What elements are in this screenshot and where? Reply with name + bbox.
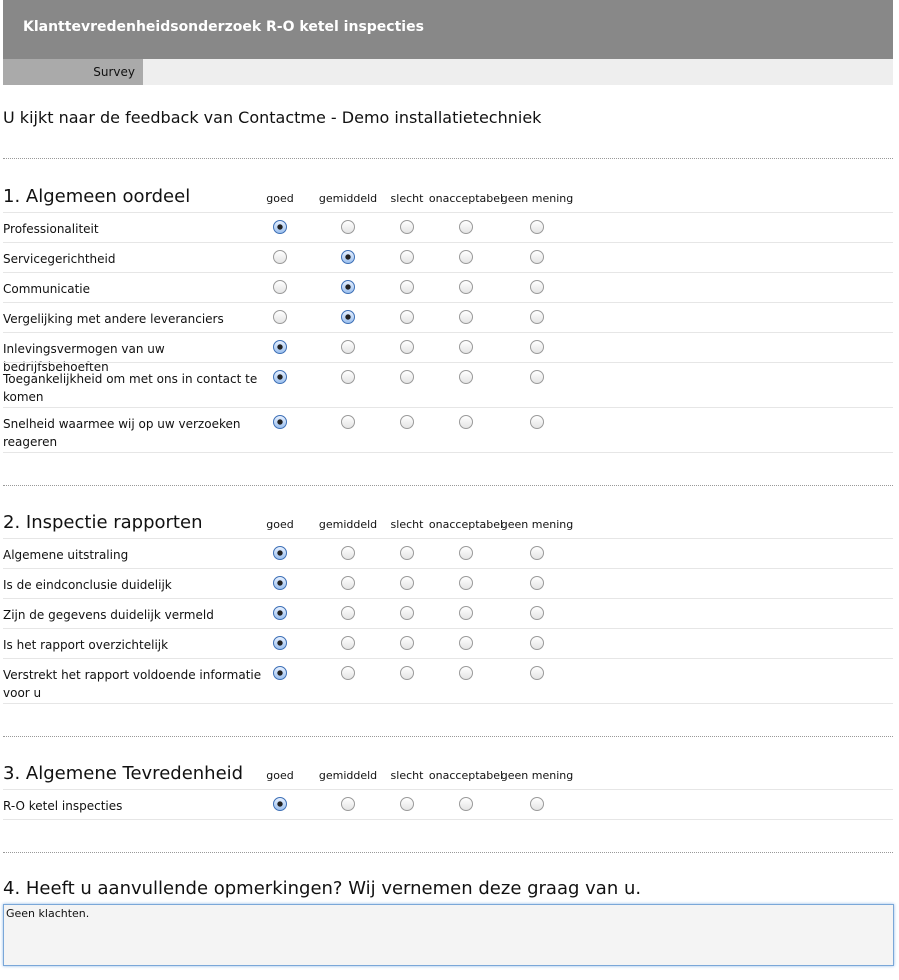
radio-goed[interactable] (273, 370, 287, 384)
radio-onacceptabel[interactable] (459, 370, 473, 384)
radio-onacceptabel[interactable] (459, 280, 473, 294)
question-label: Professionaliteit (3, 222, 99, 236)
radio-gemiddeld[interactable] (341, 220, 355, 234)
radio-geen-mening[interactable] (530, 666, 544, 680)
radio-onacceptabel[interactable] (459, 415, 473, 429)
column-header-goed: goed (266, 518, 294, 531)
radio-gemiddeld[interactable] (341, 576, 355, 590)
question-label: Vergelijking met andere leveranciers (3, 312, 224, 326)
row-separator (3, 452, 893, 453)
question-label: R-O ketel inspecties (3, 799, 123, 813)
radio-onacceptabel[interactable] (459, 666, 473, 680)
radio-gemiddeld[interactable] (341, 280, 355, 294)
radio-goed[interactable] (273, 340, 287, 354)
question-row (3, 789, 893, 820)
page-header (3, 0, 893, 59)
column-header-goed: goed (266, 769, 294, 782)
radio-geen-mening[interactable] (530, 340, 544, 354)
divider (3, 736, 893, 737)
divider (3, 852, 893, 853)
radio-slecht[interactable] (400, 310, 414, 324)
column-header-onacceptabel: onacceptabel (428, 192, 504, 205)
radio-gemiddeld[interactable] (341, 636, 355, 650)
radio-goed[interactable] (273, 310, 287, 324)
radio-onacceptabel[interactable] (459, 606, 473, 620)
radio-geen-mening[interactable] (530, 606, 544, 620)
radio-onacceptabel[interactable] (459, 797, 473, 811)
question-label: Is het rapport overzichtelijk (3, 638, 169, 652)
radio-slecht[interactable] (400, 250, 414, 264)
radio-goed[interactable] (273, 280, 287, 294)
question-row (3, 302, 893, 333)
radio-slecht[interactable] (400, 606, 414, 620)
radio-geen-mening[interactable] (530, 415, 544, 429)
question-row (3, 242, 893, 273)
radio-geen-mening[interactable] (530, 636, 544, 650)
page-title: Klanttevredenheidsonderzoek R-O ketel inspecties (23, 19, 424, 35)
question-row (3, 538, 893, 569)
section-title: 3. Algemene Tevredenheid (3, 763, 244, 784)
question-label: Is de eindconclusie duidelijk (3, 578, 172, 592)
question-row (3, 658, 893, 704)
radio-gemiddeld[interactable] (341, 340, 355, 354)
tab-survey[interactable]: Survey (3, 59, 143, 85)
radio-slecht[interactable] (400, 370, 414, 384)
radio-gemiddeld[interactable] (341, 370, 355, 384)
column-header-goed: goed (266, 192, 294, 205)
radio-geen-mening[interactable] (530, 280, 544, 294)
intro-text: U kijkt naar de feedback van Contactme - Demo installatietechniek (3, 108, 542, 127)
column-header-slecht: slecht (390, 769, 424, 782)
radio-goed[interactable] (273, 576, 287, 590)
radio-onacceptabel[interactable] (459, 340, 473, 354)
radio-slecht[interactable] (400, 636, 414, 650)
radio-gemiddeld[interactable] (341, 546, 355, 560)
column-header-geen-mening: geen mening (500, 769, 574, 782)
question-row (3, 628, 893, 659)
radio-geen-mening[interactable] (530, 250, 544, 264)
question-label: Snelheid waarmee wij op uw verzoeken reageren (3, 417, 241, 449)
tab-bar (3, 59, 893, 85)
column-header-geen-mening: geen mening (500, 192, 574, 205)
remarks-title: 4. Heeft u aanvullende opmerkingen? Wij vernemen deze graag van u. (3, 878, 642, 899)
section-title: 1. Algemeen oordeel (3, 186, 191, 207)
radio-geen-mening[interactable] (530, 370, 544, 384)
radio-goed[interactable] (273, 666, 287, 680)
question-label: Zijn de gegevens duidelijk vermeld (3, 608, 214, 622)
radio-slecht[interactable] (400, 340, 414, 354)
radio-goed[interactable] (273, 220, 287, 234)
radio-slecht[interactable] (400, 220, 414, 234)
radio-goed[interactable] (273, 636, 287, 650)
radio-gemiddeld[interactable] (341, 606, 355, 620)
question-label: Verstrekt het rapport voldoende informatie voor u (3, 668, 262, 700)
column-header-gemiddeld: gemiddeld (318, 769, 378, 782)
question-row (3, 407, 893, 453)
column-header-slecht: slecht (390, 192, 424, 205)
divider (3, 158, 893, 159)
radio-onacceptabel[interactable] (459, 310, 473, 324)
column-header-onacceptabel: onacceptabel (428, 769, 504, 782)
radio-onacceptabel[interactable] (459, 576, 473, 590)
question-row (3, 598, 893, 629)
radio-slecht[interactable] (400, 576, 414, 590)
column-header-slecht: slecht (390, 518, 424, 531)
radio-geen-mening[interactable] (530, 220, 544, 234)
question-row (3, 212, 893, 243)
question-row (3, 272, 893, 303)
divider (3, 485, 893, 486)
radio-onacceptabel[interactable] (459, 220, 473, 234)
radio-goed[interactable] (273, 250, 287, 264)
radio-geen-mening[interactable] (530, 546, 544, 560)
radio-onacceptabel[interactable] (459, 636, 473, 650)
question-row (3, 362, 893, 408)
row-separator (3, 703, 893, 704)
radio-geen-mening[interactable] (530, 576, 544, 590)
radio-slecht[interactable] (400, 546, 414, 560)
question-label: Communicatie (3, 282, 91, 296)
radio-onacceptabel[interactable] (459, 250, 473, 264)
question-row (3, 332, 893, 374)
question-label: Algemene uitstraling (3, 548, 129, 562)
radio-goed[interactable] (273, 606, 287, 620)
question-label: Toegankelijkheid om met ons in contact te komen (3, 372, 258, 404)
radio-gemiddeld[interactable] (341, 310, 355, 324)
section-title: 2. Inspectie rapporten (3, 512, 203, 533)
radio-goed[interactable] (273, 546, 287, 560)
question-label: Inlevingsvermogen van uw bedrijfsbehoeften (3, 342, 165, 374)
radio-gemiddeld[interactable] (341, 797, 355, 811)
radio-goed[interactable] (273, 797, 287, 811)
column-header-gemiddeld: gemiddeld (318, 518, 378, 531)
column-header-geen-mening: geen mening (500, 518, 574, 531)
radio-goed[interactable] (273, 415, 287, 429)
radio-slecht[interactable] (400, 797, 414, 811)
radio-slecht[interactable] (400, 415, 414, 429)
radio-geen-mening[interactable] (530, 797, 544, 811)
remarks-textarea[interactable] (3, 904, 894, 966)
radio-onacceptabel[interactable] (459, 546, 473, 560)
radio-geen-mening[interactable] (530, 310, 544, 324)
radio-gemiddeld[interactable] (341, 415, 355, 429)
column-header-onacceptabel: onacceptabel (428, 518, 504, 531)
radio-slecht[interactable] (400, 666, 414, 680)
radio-gemiddeld[interactable] (341, 666, 355, 680)
question-row (3, 568, 893, 599)
question-label: Servicegerichtheid (3, 252, 116, 266)
column-header-gemiddeld: gemiddeld (318, 192, 378, 205)
radio-gemiddeld[interactable] (341, 250, 355, 264)
radio-slecht[interactable] (400, 280, 414, 294)
row-separator (3, 819, 893, 820)
